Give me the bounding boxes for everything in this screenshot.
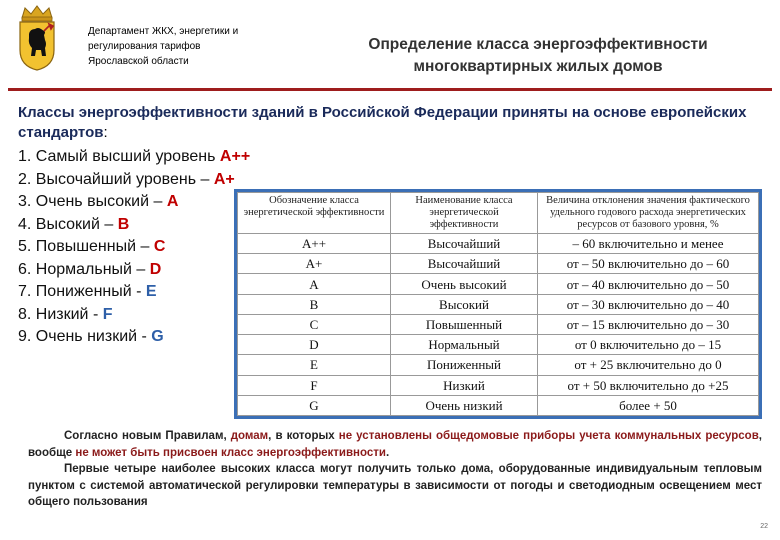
level-label: 7. Пониженный - — [18, 283, 146, 300]
efficiency-classes-table — [234, 189, 762, 419]
coat-of-arms-emblem — [14, 4, 60, 72]
level-class: А+ — [213, 170, 235, 188]
deviation-cell: от + 25 включительно до 0 — [538, 355, 759, 375]
class-name-cell: Высочайший — [391, 254, 538, 274]
level-item — [18, 259, 250, 282]
note-paragraph-2: Первые четыре наиболее высоких класса могут получить только дома, оборудованные индивидуальным тепловым пунктом с системой автоматической регулировки температуры в зависимости от погоды и светодиодным освещением мест общего пользования — [28, 463, 762, 508]
class-designation-cell: G — [238, 395, 391, 415]
class-designation-cell: А+ — [238, 254, 391, 274]
rules-note — [28, 428, 762, 511]
level-label: 4. Высокий – — [18, 215, 118, 233]
level-class: А — [166, 193, 179, 210]
classes-table — [237, 192, 759, 416]
level-item — [18, 214, 250, 237]
level-class: G — [151, 328, 164, 345]
level-label: 8. Низкий - — [18, 305, 103, 323]
table-row — [238, 294, 759, 314]
table-row — [238, 234, 759, 254]
table-row — [238, 395, 759, 415]
deviation-cell: – 60 включительно и менее — [538, 234, 759, 254]
deviation-cell: от – 40 включительно до – 50 — [538, 274, 759, 294]
deviation-cell: от – 50 включительно до – 60 — [538, 254, 759, 274]
level-item — [18, 304, 250, 327]
class-designation-cell: Е — [238, 355, 391, 375]
intro-text — [18, 103, 758, 143]
class-designation-cell: А++ — [238, 234, 391, 254]
level-label: 6. Нормальный – — [18, 260, 150, 278]
page-title — [318, 34, 758, 78]
page-number: 22 — [760, 523, 768, 530]
class-name-cell: Высокий — [391, 294, 538, 314]
class-name-cell: Очень высокий — [391, 274, 538, 294]
page-title-line-2: многоквартирных жилых домов — [413, 58, 663, 75]
intro-colon: : — [103, 124, 108, 141]
class-name-cell: Высочайший — [391, 234, 538, 254]
column-header-deviation: Величина отклонения значения фактического удельного годового расхода энергетических ресурсов от базового уровня, % — [538, 193, 759, 234]
level-class: С — [153, 238, 166, 255]
deviation-cell: более + 50 — [538, 395, 759, 415]
level-item — [18, 169, 250, 192]
table-row — [238, 355, 759, 375]
level-label: 1. Самый высший уровень — [18, 148, 220, 165]
department-name: Департамент ЖКХ, энергетики и регулирования тарифов Ярославской области — [88, 26, 239, 67]
table-header-row — [238, 193, 759, 234]
level-class: Е — [145, 283, 157, 300]
level-item — [18, 146, 250, 169]
level-label: 5. Повышенный – — [18, 238, 154, 255]
intro-sentence: Классы энергоэффективности зданий в Российской Федерации приняты на основе европейских стандартов — [18, 104, 747, 141]
level-item — [18, 236, 250, 259]
level-class: А++ — [219, 148, 251, 165]
note-paragraph-1: Согласно новым Правилам, домам, в которых не установлены общедомовые приборы учета коммунальных ресурсов, вообще не может быть присвоен класс энергоэффективности. — [28, 430, 762, 459]
class-name-cell: Очень низкий — [391, 395, 538, 415]
deviation-cell: от 0 включительно до – 15 — [538, 335, 759, 355]
efficiency-levels-list — [18, 146, 250, 349]
level-item — [18, 281, 250, 304]
class-designation-cell: В — [238, 294, 391, 314]
class-name-cell: Пониженный — [391, 355, 538, 375]
class-name-cell: Низкий — [391, 375, 538, 395]
level-class: D — [149, 260, 162, 278]
page-title-line-1: Определение класса энергоэффективности — [368, 36, 708, 53]
class-designation-cell: А — [238, 274, 391, 294]
header-divider — [8, 88, 772, 91]
level-item — [18, 191, 250, 214]
deviation-cell: от – 15 включительно до – 30 — [538, 314, 759, 334]
level-class: В — [117, 215, 130, 233]
class-name-cell: Повышенный — [391, 314, 538, 334]
level-label: 2. Высочайший уровень – — [18, 170, 214, 188]
level-item — [18, 326, 250, 349]
table-row — [238, 254, 759, 274]
level-label: 3. Очень высокий – — [18, 193, 167, 210]
table-row — [238, 274, 759, 294]
table-row — [238, 314, 759, 334]
deviation-cell: от – 30 включительно до – 40 — [538, 294, 759, 314]
column-header-designation: Обозначение класса энергетической эффективности — [238, 193, 391, 234]
column-header-name: Наименование класса энергетической эффективности — [391, 193, 538, 234]
table-row — [238, 375, 759, 395]
level-class: F — [102, 305, 113, 323]
level-label: 9. Очень низкий - — [18, 328, 152, 345]
class-name-cell: Нормальный — [391, 335, 538, 355]
class-designation-cell: С — [238, 314, 391, 334]
class-designation-cell: F — [238, 375, 391, 395]
class-designation-cell: D — [238, 335, 391, 355]
deviation-cell: от + 50 включительно до +25 — [538, 375, 759, 395]
table-row — [238, 335, 759, 355]
